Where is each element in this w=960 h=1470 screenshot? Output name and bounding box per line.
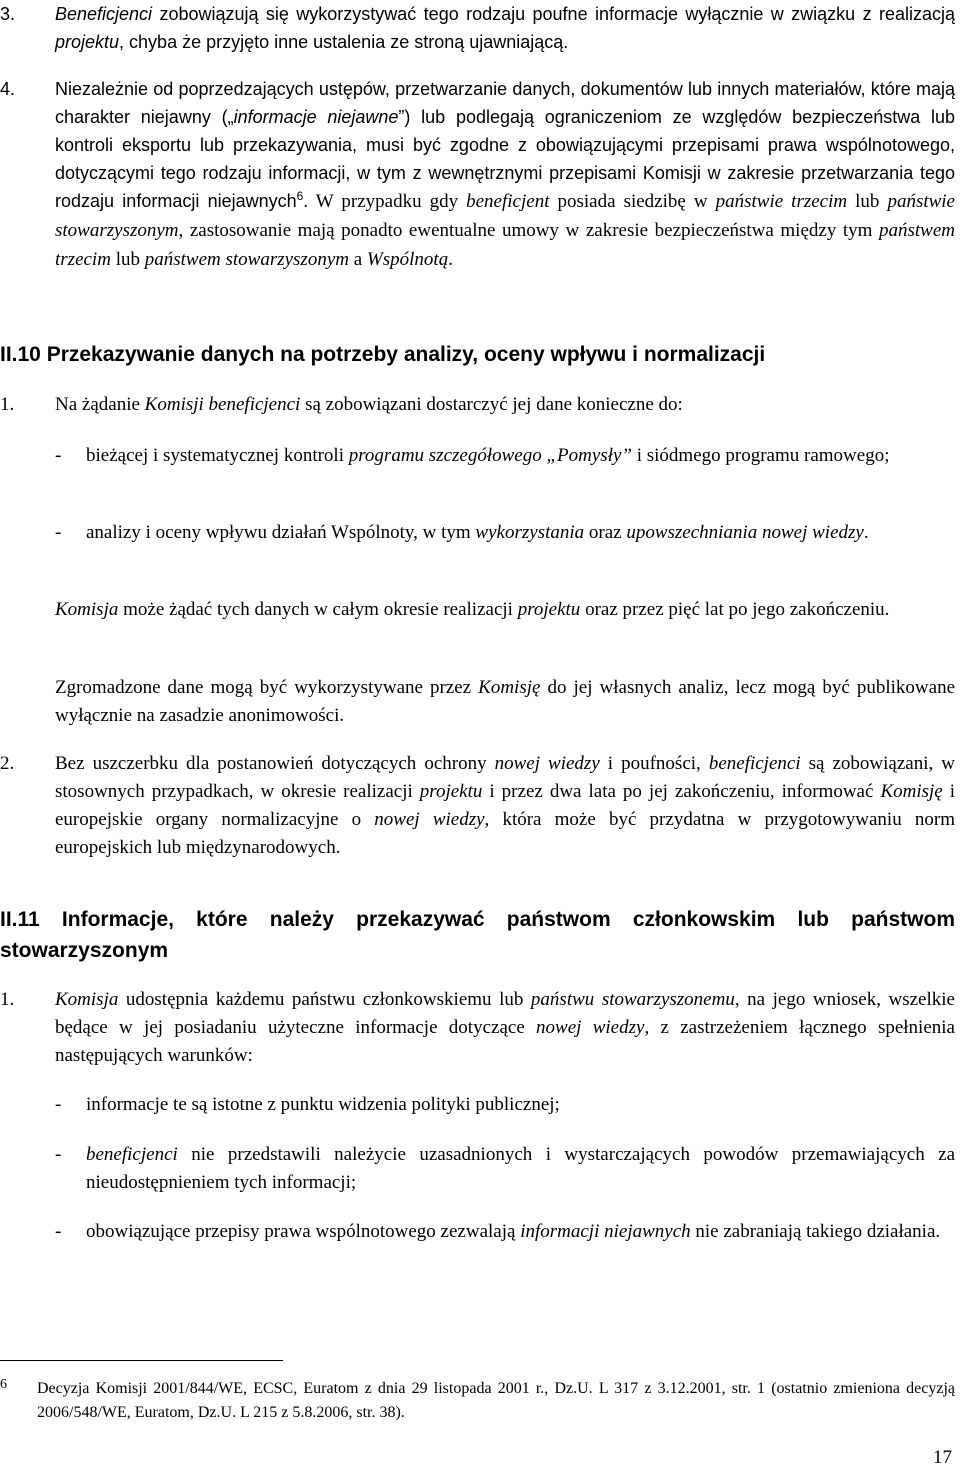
footnote-separator xyxy=(0,1360,283,1361)
footnote-reference[interactable]: 6 xyxy=(296,189,304,203)
list-item-dash: - informacje te są istotne z punktu widzenia polityki publicznej; xyxy=(0,1091,955,1119)
item-number: 4. xyxy=(0,79,16,99)
dash-bullet: - xyxy=(55,445,62,466)
item-number: 2. xyxy=(0,753,15,774)
paragraph-ii-10-zgromadzone: Zgromadzone dane mogą być wykorzystywane przez Komisję do jej własnych analiz, lecz mogą być publikowane wyłącznie na zasadzie anonimowości. xyxy=(55,677,956,726)
footnote-text: Decyzja Komisji 2001/844/WE, ECSC, Euratom z dnia 29 listopada 2001 r., Dz.U. L 317 z 3.12.2001, str. 1 (ostatnio zmieniona decyzją 2006/548/WE, Euratom, Dz.U. L 215 z 5.8.2006, str. 38). xyxy=(37,1380,955,1421)
paragraph-ii-11-1: 1. Komisja udostępnia każdemu państwu członkowskiemu lub państwu stowarzyszonemu, na jego wniosek, wszelkie będące w jej posiadaniu użyteczne informacje dotyczące nowej wiedzy, z zastrzeżeniem łącznego spełnienia następujących warunków: xyxy=(0,986,955,1070)
paragraph-item-4: 4. Niezależnie od poprzedzających ustępów, przetwarzanie danych, dokumentów lub innych materiałów, które mają charakter niejawny („informacje niejawne”) lub podlegają ograniczeniom ze względów bezpieczeństwa lub kontroli eksportu lub przekazywania, musi być zgodne z obowiązującymi przepisami prawa wspólnotowego, dotyczącymi tego rodzaju informacji, w tym z wewnętrznymi przepisami Komisji w zakresie przetwarzania tego rodzaju informacji niejawnych$^6$. W przypadku gdy beneficjent posiada siedzibę w państwie trzecim lub państwie stowarzyszonym, zastosowanie mają ponadto ewentualne umowy w zakresie bezpieczeństwa między tym państwem trzecim lub państwem stowarzyszonym a Wspólnotą. xyxy=(0,75,955,274)
list-item-dash: - bieżącej i systematycznej kontroli programu szczegółowego „Pomysły” i siódmego programu ramowego; xyxy=(0,442,955,470)
list-item-dash: - beneficjenci nie przedstawili należycie uzasadnionych i wystarczających powodów przemawiających za nieudostępnieniem tych informacji; xyxy=(0,1141,955,1197)
item-number: 3. xyxy=(0,4,16,24)
dash-bullet: - xyxy=(55,522,62,543)
list-item-dash: - obowiązujące przepisy prawa wspólnotowego zezwalają informacji niejawnych nie zabraniają takiego działania. xyxy=(0,1218,955,1246)
footnote-number: 6 xyxy=(0,1377,7,1392)
paragraph-ii-10-1: 1. Na żądanie Komisji beneficjenci są zobowiązani dostarczyć jej dane konieczne do: xyxy=(0,391,955,419)
dash-bullet: - xyxy=(55,1144,62,1165)
list-item-dash: - analizy i oceny wpływu działań Wspólnoty, w tym wykorzystania oraz upowszechniania nowej wiedzy. xyxy=(0,519,955,547)
item-number: 1. xyxy=(0,394,15,415)
item-number: 1. xyxy=(0,989,15,1010)
paragraph-item-3: 3. Beneficjenci zobowiązują się wykorzystywać tego rodzaju poufne informacje wyłącznie w związku z realizacją projektu, chyba że przyjęto inne ustalenia ze stroną ujawniającą. xyxy=(0,0,955,56)
dash-bullet: - xyxy=(55,1094,62,1115)
section-heading-ii-11: II.11 Informacje, które należy przekazywać państwom członkowskim lub państwom stowarzyszonym xyxy=(0,908,955,962)
paragraph-ii-10-2: 2. Bez uszczerbku dla postanowień dotyczących ochrony nowej wiedzy i poufności, beneficjenci są zobowiązani, w stosownych przypadkach, w okresie realizacji projektu i przez dwa lata po jej zakończeniu, informować Komisję i europejskie organy normalizacyjne o nowej wiedzy, która może być przydatna w przygotowywaniu norm europejskich lub międzynarodowych. xyxy=(0,750,955,862)
footnote xyxy=(0,1377,955,1425)
paragraph-ii-10-komisja: Komisja może żądać tych danych w całym okresie realizacji projektu oraz przez pięć lat po jego zakończeniu. xyxy=(55,599,890,620)
dash-bullet: - xyxy=(55,1221,62,1242)
section-heading-ii-10: II.10 Przekazywanie danych na potrzeby analizy, oceny wpływu i normalizacji xyxy=(0,343,766,366)
page-number: 17 xyxy=(933,1447,952,1468)
